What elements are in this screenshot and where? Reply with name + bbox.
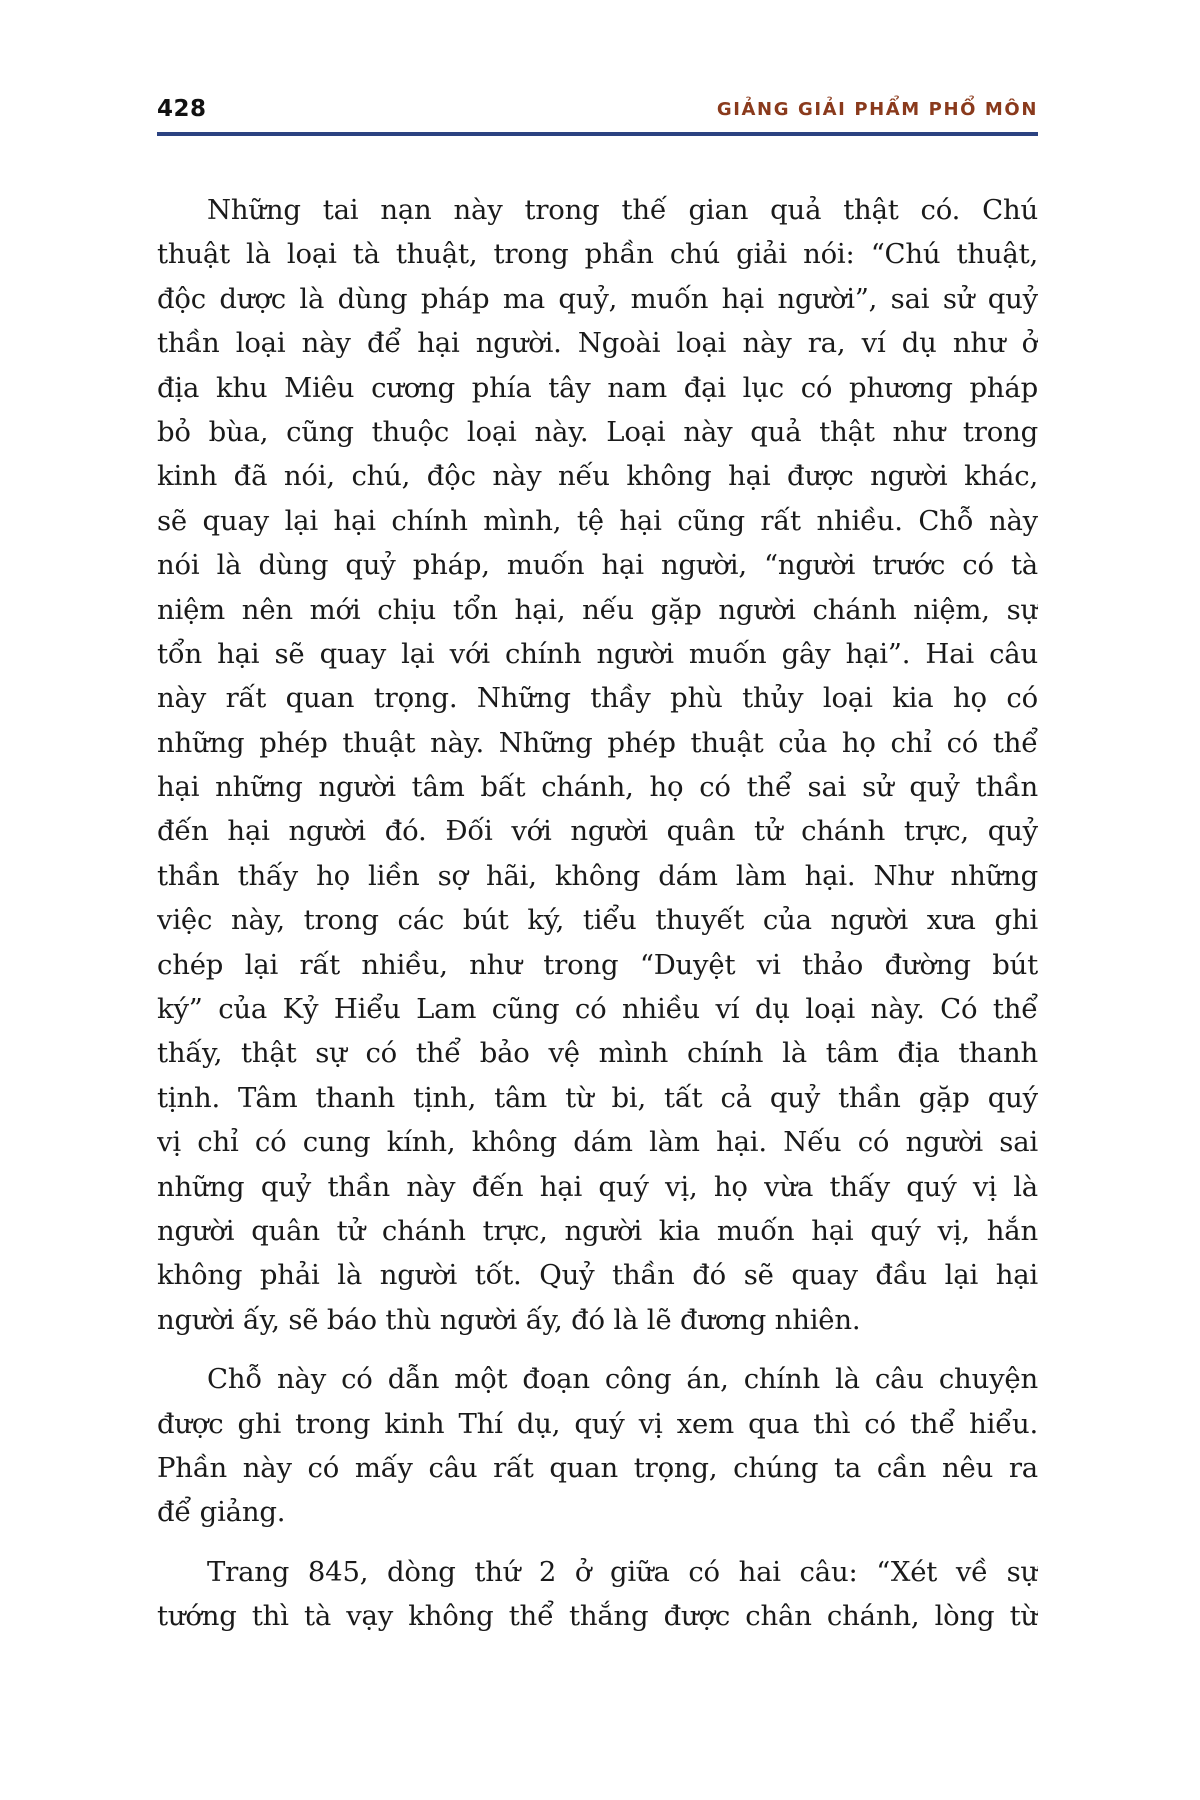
- text-line: tổn hại sẽ quay lại với chính người muốn gây hại”. Hai câu: [157, 637, 1038, 670]
- text-line: thấy, thật sự có thể bảo vệ mình chính là tâm địa thanh: [157, 1037, 1038, 1070]
- page-header: [157, 96, 1038, 126]
- text-line: thuật là loại tà thuật, trong phần chú giải nói: “Chú thuật,: [157, 238, 1038, 271]
- text-line: Phần này có mấy câu rất quan trọng, chúng ta cần nêu ra: [157, 1451, 1038, 1484]
- text-line: việc này, trong các bút ký, tiểu thuyết của người xưa ghi: [157, 904, 1038, 937]
- paragraph: [157, 1357, 1038, 1535]
- text-line: thần thấy họ liền sợ hãi, không dám làm hại. Như những: [157, 859, 1038, 892]
- text-line: những quỷ thần này đến hại quý vị, họ vừa thấy quý vị là: [157, 1170, 1038, 1203]
- text-line: độc dược là dùng pháp ma quỷ, muốn hại người”, sai sử quỷ: [157, 282, 1038, 315]
- text-line: nói là dùng quỷ pháp, muốn hại người, “người trước có tà: [157, 549, 1038, 582]
- paragraph: [157, 1550, 1038, 1639]
- running-title: GIẢNG GIẢI PHẨM PHỔ MÔN: [716, 99, 1038, 120]
- text-line: tịnh. Tâm thanh tịnh, tâm từ bi, tất cả quỷ thần gặp quý: [157, 1081, 1038, 1114]
- header-rule: [157, 132, 1038, 136]
- text-line: tướng thì tà vạy không thể thắng được chân chánh, lòng từ: [157, 1600, 1038, 1633]
- text-line: đến hại người đó. Đối với người quân tử chánh trực, quỷ: [157, 815, 1038, 848]
- paragraph: [157, 188, 1038, 1342]
- page-body: [157, 188, 1038, 1654]
- text-line: thần loại này để hại người. Ngoài loại này ra, ví dụ như ở: [157, 327, 1038, 360]
- text-line: để giảng.: [157, 1496, 286, 1529]
- text-line: không phải là người tốt. Quỷ thần đó sẽ quay đầu lại hại: [157, 1259, 1038, 1292]
- text-line: hại những người tâm bất chánh, họ có thể sai sử quỷ thần: [157, 771, 1038, 804]
- text-line: này rất quan trọng. Những thầy phù thủy loại kia họ có: [157, 682, 1038, 715]
- text-line: Trang 845, dòng thứ 2 ở giữa có hai câu: “Xét về sự: [207, 1555, 1038, 1588]
- text-line: ký” của Kỷ Hiểu Lam cũng có nhiều ví dụ loại này. Có thể: [157, 993, 1038, 1026]
- text-line: Chỗ này có dẫn một đoạn công án, chính là câu chuyện: [207, 1363, 1038, 1396]
- text-line: được ghi trong kinh Thí dụ, quý vị xem qua thì có thể hiểu.: [157, 1407, 1038, 1440]
- text-line: bỏ bùa, cũng thuộc loại này. Loại này quả thật như trong: [157, 415, 1038, 448]
- text-line: Những tai nạn này trong thế gian quả thật có. Chú: [207, 194, 1038, 226]
- text-line: người ấy, sẽ báo thù người ấy, đó là lẽ đương nhiên.: [157, 1303, 861, 1336]
- text-line: sẽ quay lại hại chính mình, tệ hại cũng rất nhiều. Chỗ này: [157, 504, 1038, 537]
- text-line: những phép thuật này. Những phép thuật của họ chỉ có thể: [157, 726, 1038, 759]
- text-line: người quân tử chánh trực, người kia muốn hại quý vị, hắn: [157, 1214, 1038, 1247]
- text-line: niệm nên mới chịu tổn hại, nếu gặp người chánh niệm, sự: [157, 593, 1038, 626]
- text-line: chép lại rất nhiều, như trong “Duyệt vi thảo đường bút: [157, 948, 1038, 981]
- text-line: kinh đã nói, chú, độc này nếu không hại được người khác,: [157, 460, 1038, 493]
- text-line: địa khu Miêu cương phía tây nam đại lục có phương pháp: [157, 371, 1038, 404]
- text-line: vị chỉ có cung kính, không dám làm hại. Nếu có người sai: [157, 1126, 1038, 1159]
- page-number: 428: [157, 96, 207, 122]
